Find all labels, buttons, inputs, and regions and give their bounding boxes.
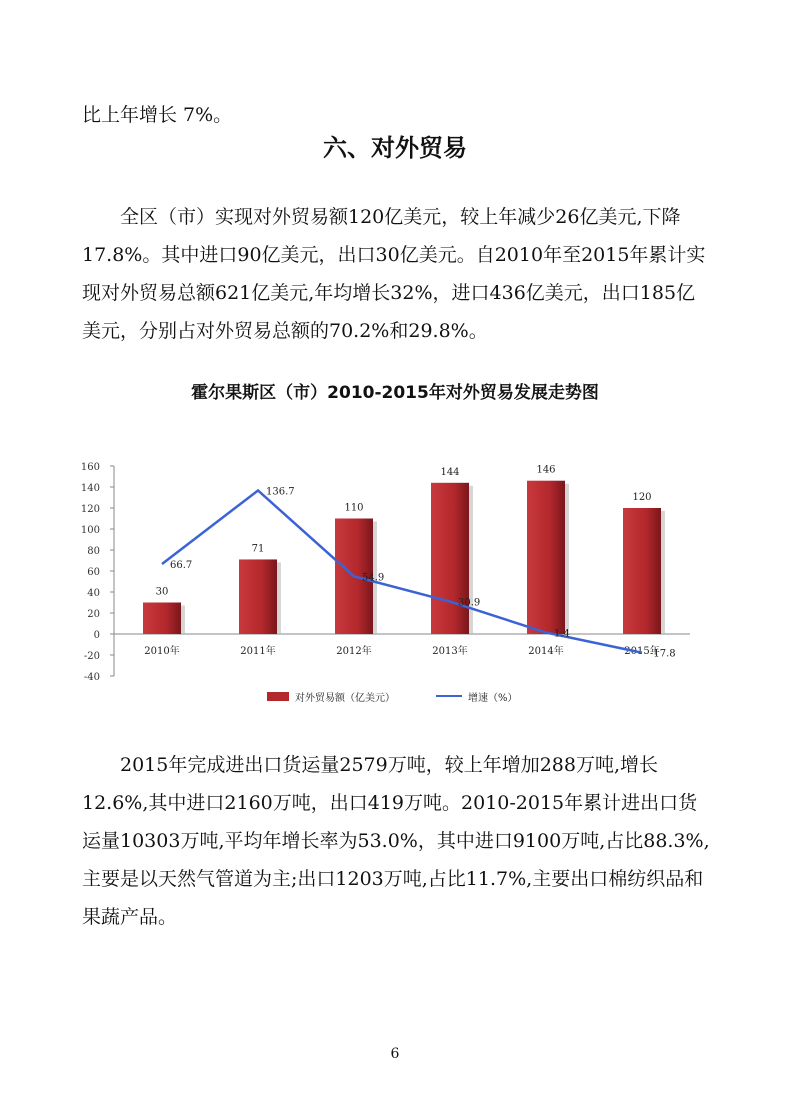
bar-value-label: 110	[344, 502, 364, 514]
bar	[431, 483, 469, 634]
section-heading: 六、对外贸易	[323, 134, 467, 162]
x-category-label: 2015年	[624, 646, 660, 657]
bar	[143, 603, 181, 635]
bar	[623, 508, 661, 634]
growth-rate-label: 66.7	[170, 559, 193, 571]
x-category-label: 2011年	[240, 646, 276, 657]
bar-value-label: 120	[632, 492, 652, 503]
chart-title: 霍尔果斯区（市）2010-2015年对外贸易发展走势图	[191, 383, 599, 403]
bar-value-label: 30	[155, 586, 169, 598]
y-tick-label: -40	[83, 672, 100, 683]
y-tick-label: 0	[93, 630, 100, 641]
y-tick-label: 140	[80, 483, 100, 494]
trade-paragraph: 全区（市）实现对外贸易额120亿美元，较上年减少26亿美元,下降17.8%。其中进口90亿美元，出口30亿美元。自2010年至2015年累计实现对外贸易总额621亿美元,年均增长32%，进口436亿美元，出口185亿美元，分别占对外贸易总额的70.2%和29.8%。	[82, 206, 706, 342]
freight-paragraph: 2015年完成进出口货运量2579万吨，较上年增加288万吨,增长12.6%,其中进口2160万吨，出口419万吨。2010-2015年累计进出口货运量10303万吨,平均年增长率为53.0%，其中进口9100万吨,占比88.3%,主要是以天然气管道为主;出口1203万吨,占比11.7%,主要出口棉纺织品和果蔬产品。	[82, 754, 710, 928]
x-category-label: 2014年	[528, 646, 564, 657]
y-tick-label: 20	[87, 609, 100, 620]
trade-trend-chart	[70, 452, 700, 714]
previous-paragraph-tail: 比上年增长 7%。	[82, 104, 233, 126]
growth-rate-label: 54.9	[362, 572, 385, 584]
growth-rate-label: 1.4	[554, 628, 570, 640]
legend-line-label: 增速（%）	[468, 693, 518, 704]
growth-rate-label: 136.7	[266, 486, 295, 498]
x-category-label: 2010年	[144, 646, 180, 657]
y-tick-label: -20	[83, 651, 100, 662]
x-category-label: 2013年	[432, 646, 468, 657]
bar	[239, 559, 277, 634]
growth-rate-line	[162, 490, 642, 652]
legend-bar-swatch	[267, 692, 289, 701]
page-number: 6	[390, 1046, 400, 1062]
growth-rate-label: -17.8	[650, 648, 676, 660]
y-tick-label: 60	[87, 567, 100, 578]
y-tick-label: 100	[80, 525, 100, 536]
bar-value-label: 144	[440, 466, 460, 478]
y-tick-label: 160	[80, 462, 100, 473]
y-tick-label: 120	[80, 504, 100, 515]
x-category-label: 2012年	[336, 646, 372, 657]
y-tick-label: 80	[87, 546, 100, 557]
bar-value-label: 146	[536, 464, 556, 476]
bar-value-label: 71	[251, 543, 265, 555]
growth-rate-label: 30.9	[458, 597, 481, 609]
bar	[527, 481, 565, 634]
y-tick-label: 40	[87, 588, 100, 599]
legend-bar-label: 对外贸易额（亿美元）	[295, 693, 395, 704]
